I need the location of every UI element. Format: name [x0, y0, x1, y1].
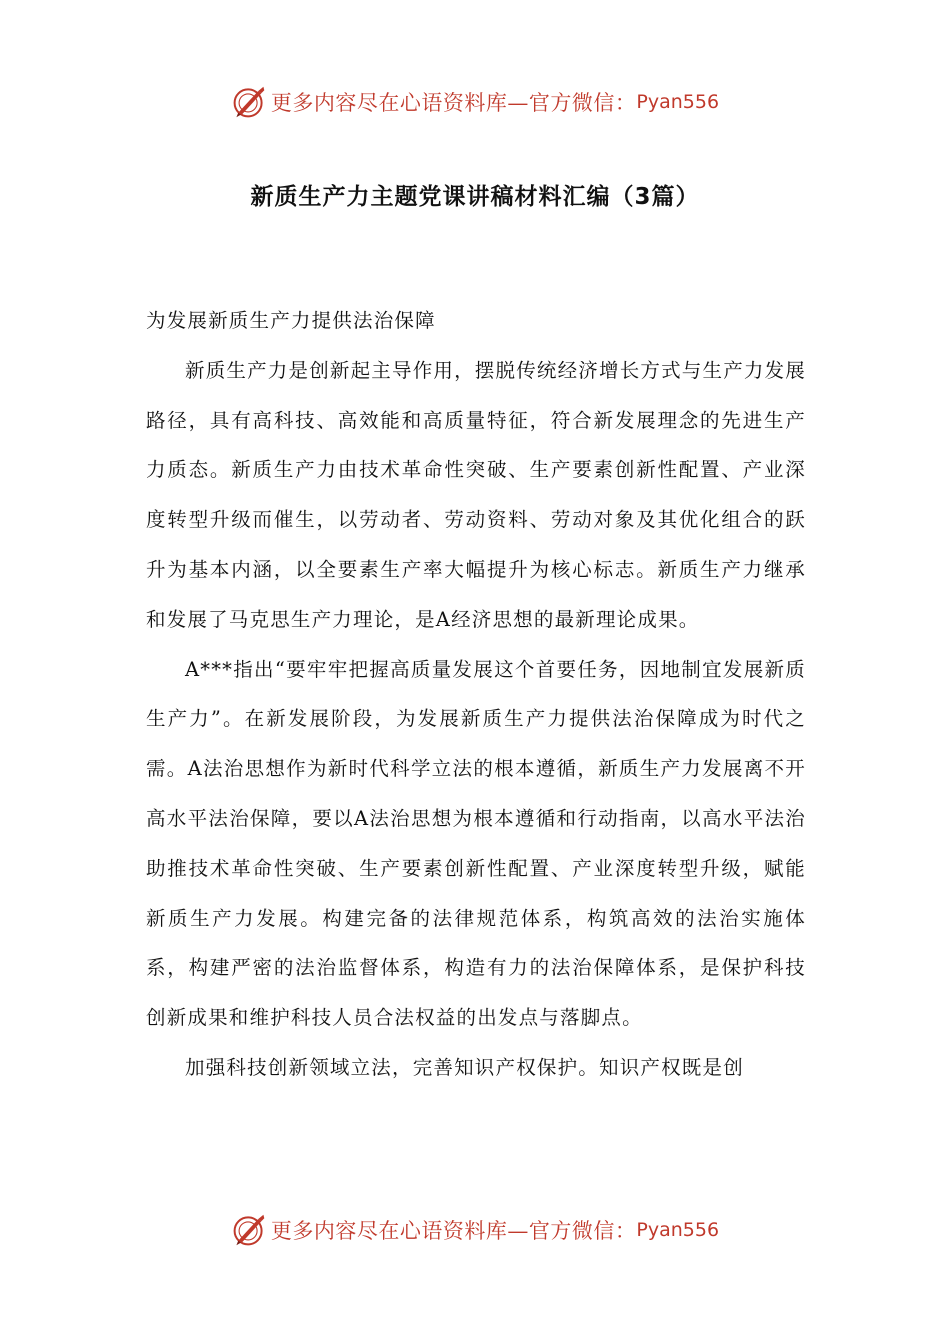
paragraph: 新质生产力是创新起主导作用，摆脱传统经济增长方式与生产力发展路径，具有高科技、高效能和高质量特征，符合新发展理念的先进生产力质态。新质生产力由技术革命性突破、生产要素创新性配置、产业深度转型升级而催生，以劳动者、劳动资料、劳动对象及其优化组合的跃升为基本内涵，以全要素生产率大幅提升为核心标志。新质生产力继承和发展了马克思生产力理论，是A经济思想的最新理论成果。	[146, 358, 807, 631]
paragraph: A***指出“要牢牢把握高质量发展这个首要任务，因地制宜发展新质生产力”。在新发展阶段，为发展新质生产力提供法治保障成为时代之需。A法治思想作为新时代科学立法的根本遵循，新质生产力发展离不开高水平法治保障，要以A法治思想为根本遵循和行动指南，以高水平法治助推技术革命性突破、生产要素创新性配置、产业深度转型升级，赋能新质生产力发展。构建完备的法律规范体系，构筑高效的法治实施体系，构建严密的法治监督体系，构造有力的法治保障体系，是保护科技创新成果和维护科技人员合法权益的出发点与落脚点。	[146, 657, 806, 1030]
footer-watermark	[0, 1208, 950, 1252]
watermark-wechat-id: Pyan556	[636, 1219, 720, 1241]
document-body	[146, 296, 806, 1093]
watermark-text: 更多内容尽在心语资料库—官方微信：	[270, 91, 637, 115]
document-title: 新质生产力主题党课讲稿材料汇编（3篇）	[250, 184, 700, 210]
paragraph: 加强科技创新领域立法，完善知识产权保护。知识产权既是创	[185, 1055, 744, 1079]
pen-logo-icon	[231, 1212, 267, 1248]
watermark-wechat-id: Pyan556	[636, 91, 720, 113]
pen-logo-icon	[231, 84, 267, 120]
header-watermark	[0, 80, 950, 124]
watermark-text: 更多内容尽在心语资料库—官方微信：	[270, 1219, 637, 1243]
section-heading: 为发展新质生产力提供法治保障	[146, 309, 436, 332]
